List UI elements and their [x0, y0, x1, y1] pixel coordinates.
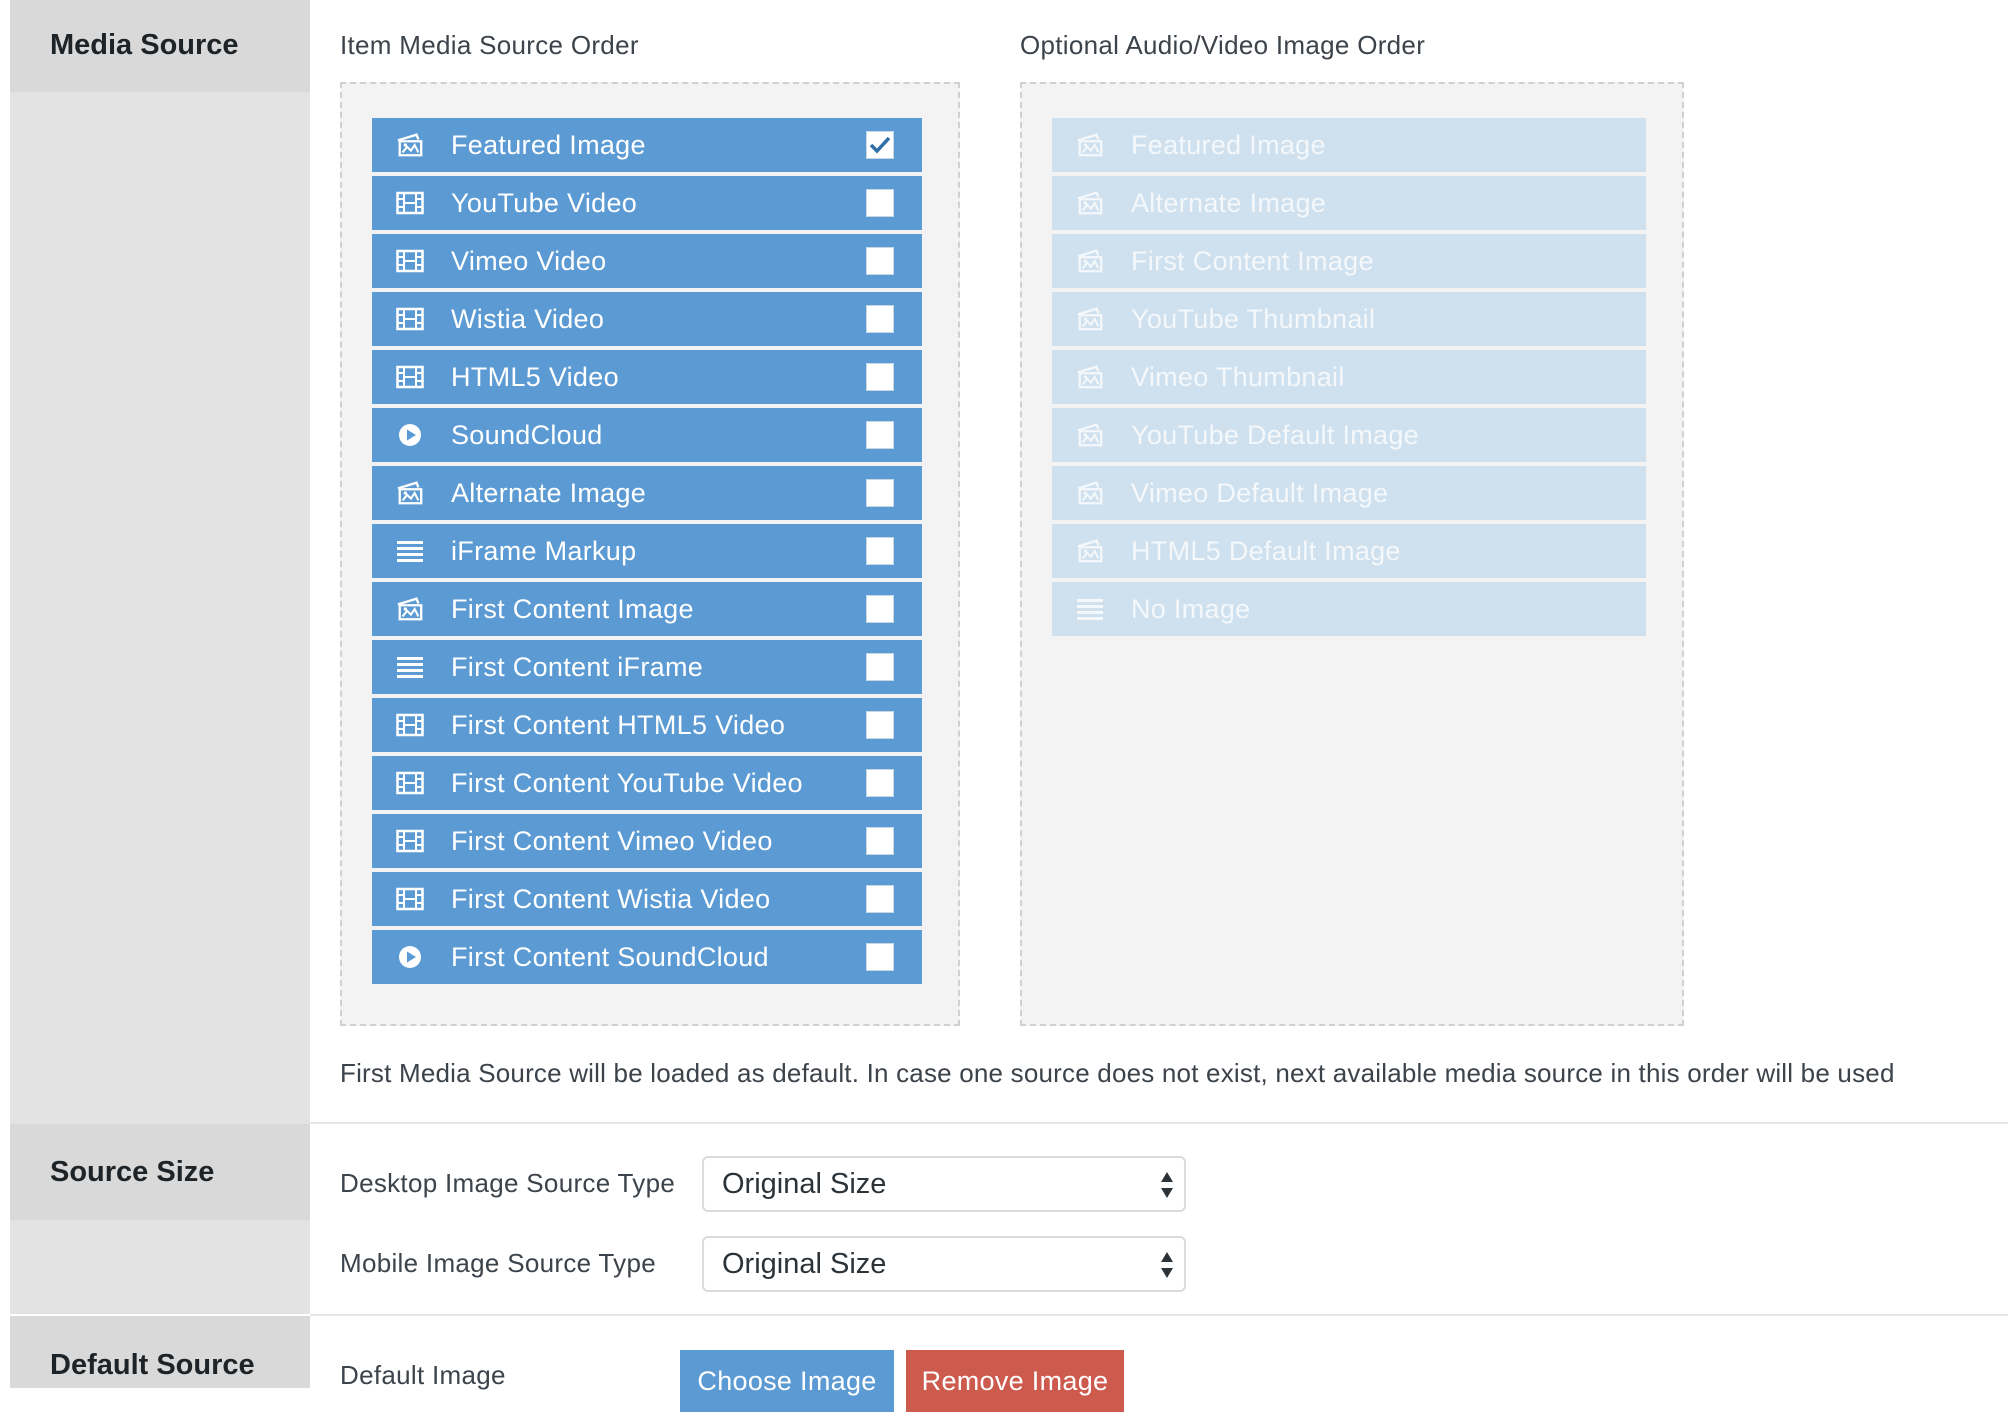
media-source-item[interactable] [372, 930, 922, 984]
media-order-title: Item Media Source Order [340, 30, 639, 60]
media-source-item-label: YouTube Video [451, 187, 638, 218]
media-source-item-label: Vimeo Video [451, 245, 607, 276]
film-icon [396, 247, 424, 275]
media-source-item[interactable] [372, 524, 922, 578]
av-image-item-label: Alternate Image [1131, 187, 1327, 218]
media-source-item[interactable] [372, 118, 922, 172]
media-source-item-label: First Content Wistia Video [451, 883, 771, 914]
media-source-item-label: First Content HTML5 Video [451, 709, 786, 740]
media-source-checkbox[interactable] [866, 247, 894, 275]
media-source-item-label: iFrame Markup [451, 535, 637, 566]
av-image-item[interactable] [1052, 118, 1646, 172]
section-divider [310, 1314, 2008, 1316]
play-circle-icon [396, 943, 424, 971]
lines-icon [1076, 595, 1104, 623]
film-icon [396, 305, 424, 333]
select-arrows-icon [1160, 1170, 1174, 1200]
image-icon [1076, 189, 1104, 217]
lines-icon [396, 653, 424, 681]
image-icon [1076, 363, 1104, 391]
mobile-source-type-value: Original Size [722, 1247, 887, 1280]
media-source-item[interactable] [372, 234, 922, 288]
image-icon [1076, 537, 1104, 565]
image-icon [396, 479, 424, 507]
media-source-sidebar [10, 0, 310, 1124]
film-icon [396, 711, 424, 739]
av-image-item[interactable] [1052, 524, 1646, 578]
mobile-source-type-label: Mobile Image Source Type [340, 1248, 657, 1278]
section-divider [310, 1122, 2008, 1124]
media-source-item-label: HTML5 Video [451, 361, 619, 392]
media-source-checkbox[interactable] [866, 711, 894, 739]
film-icon [396, 363, 424, 391]
av-image-item-label: Featured Image [1131, 129, 1326, 160]
image-icon [396, 595, 424, 623]
media-source-item[interactable] [372, 350, 922, 404]
media-source-item[interactable] [372, 698, 922, 752]
media-source-note: First Media Source will be loaded as default. In case one source does not exist, next available media source in this order will be used [340, 1058, 1895, 1088]
media-source-checkbox[interactable] [866, 769, 894, 797]
av-image-item[interactable] [1052, 176, 1646, 230]
media-source-checkbox[interactable] [866, 421, 894, 449]
image-icon [396, 131, 424, 159]
av-image-item-label: HTML5 Default Image [1131, 535, 1401, 566]
media-source-item-label: First Content iFrame [451, 651, 704, 682]
image-icon [1076, 305, 1104, 333]
media-source-checkbox[interactable] [866, 189, 894, 217]
av-image-item-label: Vimeo Thumbnail [1131, 361, 1345, 392]
media-source-checkbox[interactable] [866, 131, 894, 159]
film-icon [396, 885, 424, 913]
section-title-default-source: Default Source [10, 1316, 310, 1388]
av-image-order-title: Optional Audio/Video Image Order [1020, 30, 1426, 60]
av-image-item-label: YouTube Thumbnail [1131, 303, 1376, 334]
media-source-item[interactable] [372, 756, 922, 810]
desktop-source-type-value: Original Size [722, 1167, 887, 1200]
media-source-item-label: Alternate Image [451, 477, 647, 508]
mobile-source-type-select[interactable] [702, 1236, 1186, 1292]
image-icon [1076, 421, 1104, 449]
media-source-checkbox[interactable] [866, 305, 894, 333]
media-source-item[interactable] [372, 814, 922, 868]
av-image-item-label: Vimeo Default Image [1131, 477, 1389, 508]
image-icon [1076, 131, 1104, 159]
media-source-checkbox[interactable] [866, 943, 894, 971]
media-source-item[interactable] [372, 640, 922, 694]
choose-image-button[interactable]: Choose Image [680, 1350, 894, 1412]
remove-image-button[interactable]: Remove Image [906, 1350, 1124, 1412]
media-source-item[interactable] [372, 292, 922, 346]
media-source-item[interactable] [372, 582, 922, 636]
media-source-item-label: SoundCloud [451, 419, 603, 450]
play-circle-icon [396, 421, 424, 449]
media-source-item-label: Wistia Video [451, 303, 605, 334]
image-icon [1076, 479, 1104, 507]
media-source-checkbox[interactable] [866, 479, 894, 507]
av-image-item-label: No Image [1131, 593, 1251, 624]
film-icon [396, 189, 424, 217]
lines-icon [396, 537, 424, 565]
av-image-item[interactable] [1052, 582, 1646, 636]
av-image-item[interactable] [1052, 292, 1646, 346]
media-source-checkbox[interactable] [866, 537, 894, 565]
film-icon [396, 769, 424, 797]
media-source-item[interactable] [372, 176, 922, 230]
av-image-item[interactable] [1052, 466, 1646, 520]
film-icon [396, 827, 424, 855]
section-title-media-source: Media Source [10, 0, 310, 92]
media-source-item[interactable] [372, 466, 922, 520]
media-source-item-label: First Content Vimeo Video [451, 825, 773, 856]
media-source-checkbox[interactable] [866, 827, 894, 855]
media-source-item[interactable] [372, 872, 922, 926]
media-source-checkbox[interactable] [866, 595, 894, 623]
desktop-source-type-select[interactable] [702, 1156, 1186, 1212]
media-source-item[interactable] [372, 408, 922, 462]
av-image-item-label: YouTube Default Image [1131, 419, 1419, 450]
image-icon [1076, 247, 1104, 275]
media-source-item-label: First Content Image [451, 593, 694, 624]
media-source-checkbox[interactable] [866, 653, 894, 681]
media-source-checkbox[interactable] [866, 885, 894, 913]
av-image-item[interactable] [1052, 408, 1646, 462]
media-source-item-label: First Content YouTube Video [451, 767, 803, 798]
checkmark-icon [869, 135, 891, 155]
media-source-item-label: First Content SoundCloud [451, 941, 769, 972]
section-title-source-size: Source Size [10, 1124, 310, 1220]
media-source-checkbox[interactable] [866, 363, 894, 391]
desktop-source-type-label: Desktop Image Source Type [340, 1168, 676, 1198]
default-image-label: Default Image [340, 1360, 506, 1390]
av-image-item-label: First Content Image [1131, 245, 1374, 276]
select-arrows-icon [1160, 1250, 1174, 1280]
media-source-item-label: Featured Image [451, 129, 646, 160]
av-image-item[interactable] [1052, 234, 1646, 288]
av-image-item[interactable] [1052, 350, 1646, 404]
